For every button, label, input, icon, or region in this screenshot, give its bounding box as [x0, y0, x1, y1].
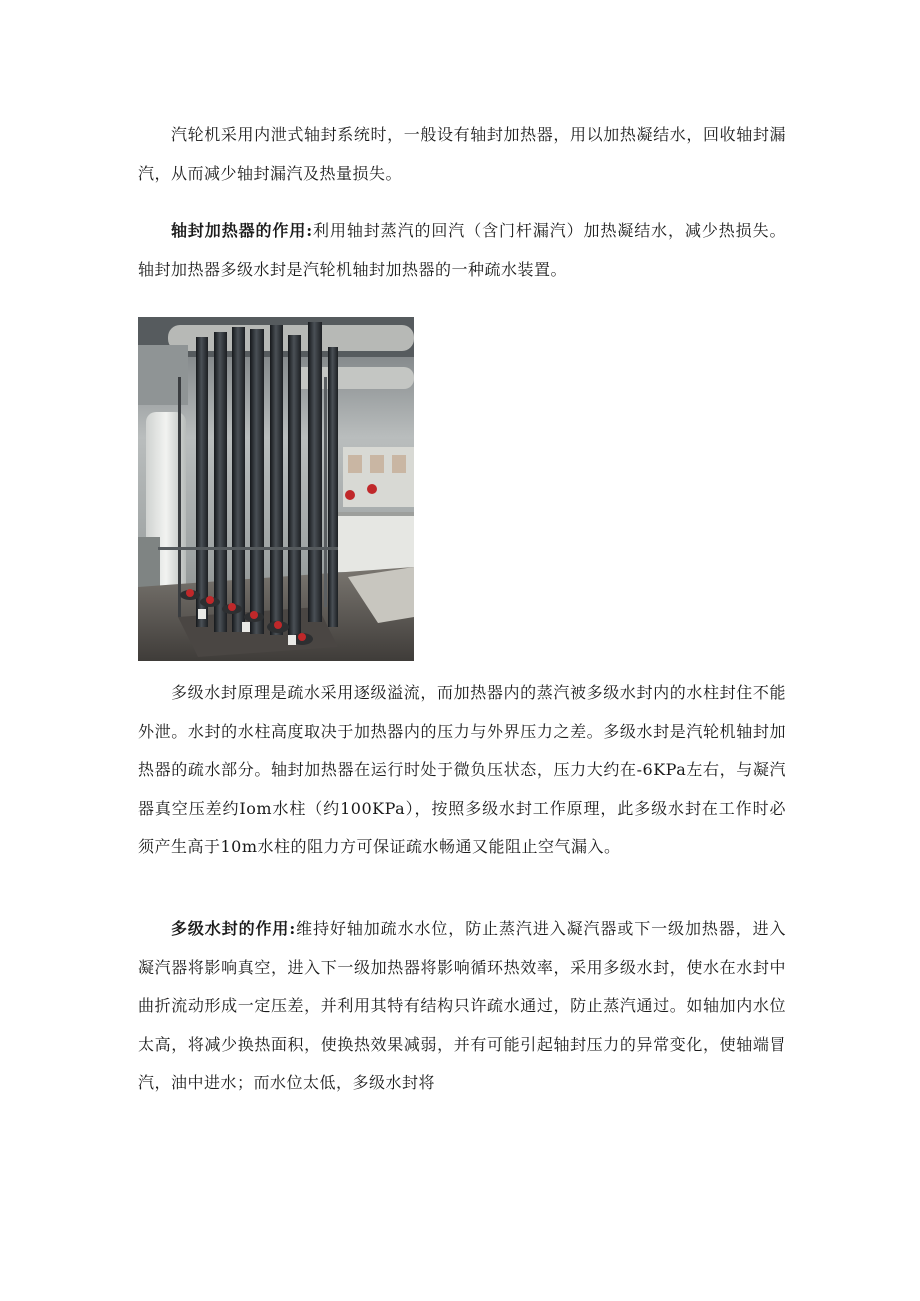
paragraph-intro — [138, 116, 786, 193]
seal-function-heading: 多级水封的作用: — [171, 919, 296, 938]
heater-function-heading: 轴封加热器的作用: — [171, 221, 313, 240]
paragraph-principle-text: 多级水封原理是疏水采用逐级溢流，而加热器内的蒸汽被多级水封内的水柱封住不能外泄。水封的水柱高度取决于加热器内的压力与外界压力之差。多级水封是汽轮机轴封加热器的疏水部分。轴封加热器在运行时处于微负压状态，压力大约在-6KPa左右，与凝汽器真空压差约Iom水柱（约100KPa），按照多级水封工作原理，此多级水封在工作时必须产生高于10m水柱的阻力方可保证疏水畅通又能阻止空气漏入。 — [138, 683, 786, 856]
paragraph-seal-function — [138, 910, 786, 1103]
water-seal-photo — [138, 317, 414, 661]
paragraph-principle — [138, 674, 786, 867]
seal-function-text: 维持好轴加疏水水位，防止蒸汽进入凝汽器或下一级加热器，进入凝汽器将影响真空，进入下一级加热器将影响循环热效率，采用多级水封，使水在水封中曲折流动形成一定压差，并利用其特有结构只许疏水通过，防止蒸汽通过。如轴加内水位太高，将减少换热面积，使换热效果减弱，并有可能引起轴封压力的异常变化，使轴端冒汽，油中进水；而水位太低，多级水封将 — [138, 919, 786, 1092]
heater-function-text: 利用轴封蒸汽的回汽（含门杆漏汽）加热凝结水，减少热损失。轴封加热器多级水封是汽轮机轴封加热器的一种疏水装置。 — [138, 221, 786, 279]
paragraph-intro-text: 汽轮机采用内泄式轴封系统时，一般设有轴封加热器，用以加热凝结水，回收轴封漏汽，从而减少轴封漏汽及热量损失。 — [138, 125, 786, 183]
water-seal-photo-illustration — [138, 317, 414, 661]
paragraph-heater-function — [138, 212, 786, 289]
